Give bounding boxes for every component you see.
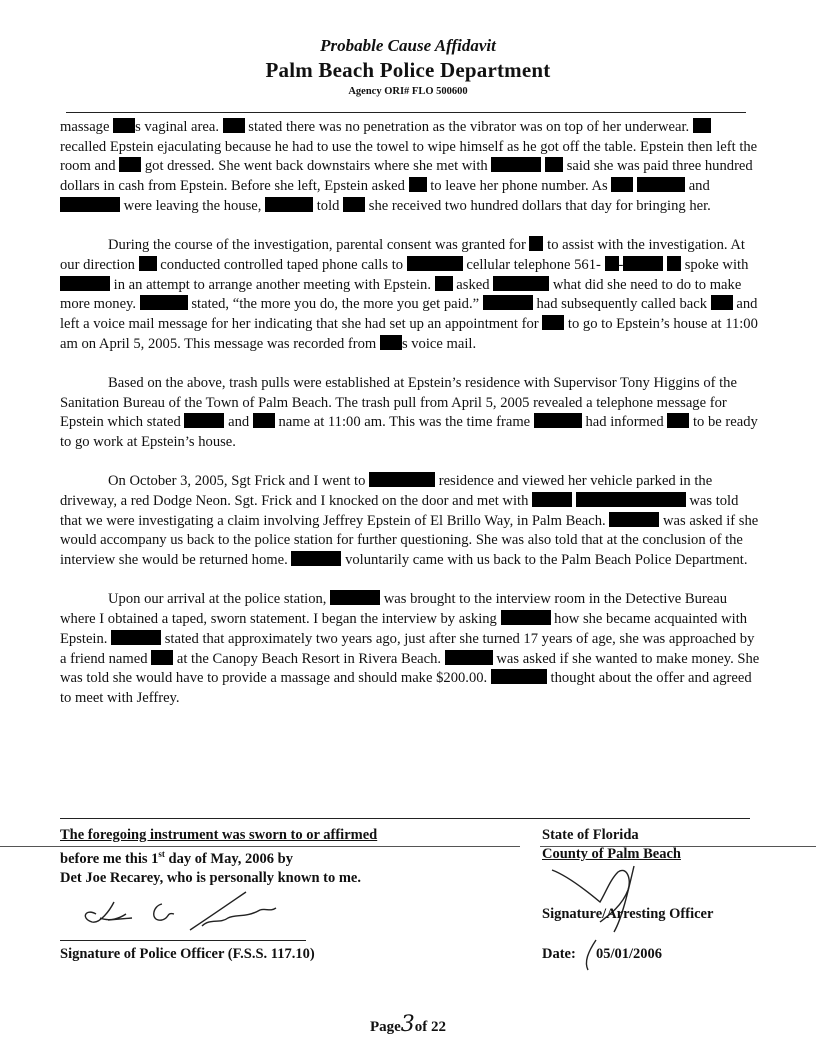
county-label: County of Palm Beach: [542, 846, 681, 862]
text-span: to leave her phone number. As: [430, 178, 608, 195]
redaction: [667, 413, 689, 428]
department-name: Palm Beach Police Department: [265, 58, 551, 82]
redaction: [265, 197, 313, 212]
date-label: Date:: [542, 946, 576, 962]
redaction: [445, 650, 493, 665]
sworn-statement: [60, 826, 377, 888]
arresting-officer-label: Signature/Arresting Officer: [542, 906, 714, 922]
text-span: asked: [456, 276, 490, 293]
redaction: [151, 650, 173, 665]
page-number: 3: [400, 1012, 415, 1037]
state-label: State of Florida: [542, 827, 639, 843]
redaction: [623, 256, 663, 271]
redaction: [529, 236, 543, 251]
redaction: [711, 295, 733, 310]
ordinal-suffix: st: [158, 849, 165, 859]
redaction: [223, 118, 245, 133]
redaction: [493, 276, 549, 291]
text-span: Upon our arrival at the police station,: [108, 591, 327, 608]
redaction: [483, 295, 533, 310]
page-total: of 22: [414, 1019, 447, 1035]
text-span: spoke with: [684, 256, 749, 273]
redaction: [534, 413, 582, 428]
redaction: [491, 669, 547, 684]
text-span: had informed: [585, 414, 664, 431]
redaction: [611, 177, 633, 192]
redaction: [119, 157, 141, 172]
text-span: massage: [60, 119, 110, 135]
redaction: [637, 177, 685, 192]
redaction: [693, 118, 711, 133]
redaction: [542, 315, 564, 330]
officer-signature: [70, 888, 300, 936]
redaction: [330, 590, 380, 605]
redaction: [435, 276, 453, 291]
text-span: how she became acquainted with Epstein.: [60, 611, 748, 647]
text-span: said she was paid three hundred dollars in cash from Epstein. Before she left, Epstein asked: [60, 158, 753, 195]
redaction: [380, 335, 402, 350]
paragraph-3: [60, 374, 760, 453]
redaction: [253, 413, 275, 428]
text-span: at the Canopy Beach Resort in Rivera Beach.: [176, 650, 442, 667]
redaction: [184, 413, 224, 428]
text-span: stated there was no penetration as the vibrator was on top of her underwear.: [248, 119, 690, 135]
redaction: [491, 157, 541, 172]
redaction: [609, 512, 659, 527]
redaction: [139, 256, 157, 271]
text-span: During the course of the investigation, parental consent was granted for: [108, 237, 526, 254]
redaction: [291, 551, 341, 566]
officer-signature-label: Signature of Police Officer (F.S.S. 117.10): [60, 946, 315, 962]
redaction: [605, 256, 619, 271]
redaction: [111, 630, 161, 645]
redaction: [140, 295, 188, 310]
sworn-date-prefix: before me this 1: [60, 850, 159, 867]
affidavit-body: [60, 118, 760, 728]
sworn-date-suffix: day of May, 2006 by: [164, 850, 293, 867]
date-value: 05/01/2006: [596, 946, 663, 962]
signature-divider: [60, 818, 750, 819]
redaction: [369, 472, 435, 487]
text-span: she received two hundred dollars that day for bringing her.: [368, 197, 711, 214]
redaction: [407, 256, 463, 271]
paragraph-4: [60, 472, 760, 571]
text-span: got dressed. She went back downstairs where she met with: [144, 158, 488, 175]
officer-signature-line: [60, 940, 306, 941]
text-span: -: [618, 256, 624, 273]
redaction: [501, 610, 551, 625]
text-span: On October 3, 2005, Sgt Frick and I went to: [108, 473, 366, 490]
text-span: to be ready to go work at Epstein’s house.: [60, 414, 758, 451]
text-span: s vaginal area.: [135, 119, 219, 135]
text-span: and left a voice mail message for her indicating that she had set up an appointment for: [60, 296, 758, 332]
paragraph-1: [60, 118, 760, 217]
text-span: stated, “the more you do, the more you get paid.”: [191, 296, 480, 313]
document-title: Probable Cause Affidavit: [320, 36, 496, 55]
text-span: voluntarily came with us back to the Palm Beach Police Department.: [345, 552, 748, 569]
redaction: [409, 177, 427, 192]
header-divider: [66, 112, 746, 113]
sworn-line-1: The foregoing instrument was sworn to or affirmed: [60, 827, 378, 843]
redaction: [113, 118, 135, 133]
text-span: was told that we were investigating a claim involving Jeffrey Epstein of El Brillo Way, in Palm Beach.: [60, 493, 739, 529]
text-span: stated that approximately two years ago, just after she turned 17 years of age, she was approached by a friend named: [60, 630, 755, 667]
sworn-line-2: [60, 845, 377, 869]
text-span: name at 11:00 am. This was the time frame: [278, 414, 531, 431]
page-prefix: Page: [369, 1019, 401, 1035]
text-span: recalled Epstein ejaculating because he had to use the towel to wipe himself as he got off the table. Epstein then left the room and: [60, 138, 758, 175]
agency-ori: Agency ORI# FLO 500600: [348, 86, 468, 97]
text-span: was brought to the interview room in the Detective Bureau where I obtained a taped, sworn statement. I began the interview by asking: [60, 591, 728, 628]
text-span: told: [316, 197, 340, 214]
text-span: was asked if she wanted to make money. She was told she would have to provide a massage and should make $200.00.: [60, 650, 760, 687]
paragraph-2: [60, 236, 760, 354]
text-span: had subsequently called back: [536, 296, 708, 313]
text-span: cellular telephone 561-: [466, 256, 601, 273]
text-span: were leaving the house,: [123, 197, 262, 214]
text-span: in an attempt to arrange another meeting with Epstein.: [113, 276, 431, 293]
text-span: what did she need to do to make more money.: [60, 276, 742, 313]
redaction: [343, 197, 365, 212]
redaction: [60, 197, 120, 212]
jurisdiction-block: [542, 826, 681, 864]
redaction: [545, 157, 563, 172]
paragraph-5: [60, 590, 760, 708]
page-footer: [0, 1012, 816, 1037]
text-span: s voice mail.: [401, 335, 477, 352]
text-span: conducted controlled taped phone calls to: [160, 256, 404, 273]
text-span: Based on the above, trash pulls were established at Epstein’s residence with Supervisor Tony Higgins of the Sanitation Bureau of the Town of Palm Beach. The trash pull from April 5, 2005 revealed a telephone message for Epstein which stated: [60, 374, 737, 431]
redaction: [576, 492, 686, 507]
text-span: thought about the offer and agreed to meet with Jeffrey.: [60, 670, 752, 706]
text-span: and: [228, 414, 250, 431]
text-span: and: [688, 178, 710, 195]
redaction: [532, 492, 572, 507]
text-span: was asked if she would accompany us back to the police station for further questioning. She was also told that at the conclusion of the interview she would be returned home.: [60, 512, 759, 569]
text-span: to assist with the investigation. At our direction: [60, 237, 745, 273]
redaction: [667, 256, 681, 271]
text-span: residence and viewed her vehicle parked in the driveway, a red Dodge Neon. Sgt. Frick and I knocked on the door and met with: [60, 473, 713, 510]
redaction: [60, 276, 110, 291]
text-span: to go to Epstein’s house at 11:00 am on April 5, 2005. This message was recorded from: [60, 315, 758, 352]
sworn-line-3: Det Joe Recarey, who is personally known to me.: [60, 869, 361, 886]
